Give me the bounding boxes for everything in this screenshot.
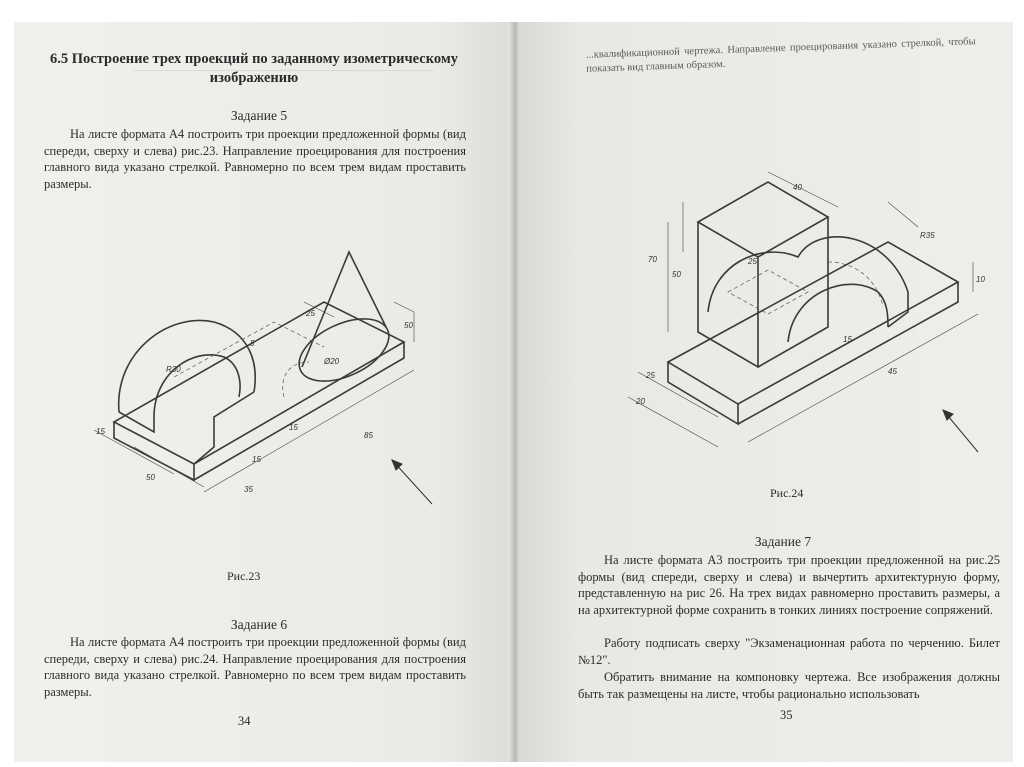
- task6-text-content: На листе формата А4 построить три проекции предложенной формы (вид спереди, сверху и слева) рис.24. Направление проецирования для построения главного вида указано стрелкой. Равномерно по всем трем видам проставить размеры.: [44, 635, 466, 699]
- task7-paragraph2: [578, 635, 1000, 668]
- fig23-dim-25: 25: [306, 309, 315, 318]
- fig24-geometry: [668, 182, 958, 424]
- fig23-view-arrow: [392, 460, 432, 504]
- figure-24-caption: Рис.24: [770, 486, 804, 500]
- fig23-dim-15b: 15: [96, 427, 105, 436]
- task7-paragraph1: [578, 552, 1000, 618]
- fig24-dim-25a: 25: [748, 257, 757, 266]
- fig24-base-top: [668, 242, 958, 404]
- right-page-number: 35: [780, 708, 793, 722]
- fig24-block-side: [758, 217, 828, 367]
- task5-title: Задание 5: [230, 108, 288, 123]
- fig24-dim-70: 70: [648, 255, 657, 264]
- task6-text: [44, 634, 466, 700]
- fig24-dim-15: 15: [843, 335, 852, 344]
- fig23-arch-base: [119, 412, 154, 432]
- figure-23-drawing: [74, 242, 434, 512]
- fig23-dim-85: 85: [364, 431, 373, 440]
- fig24-dim-45: 45: [888, 367, 897, 376]
- fig23-dim-50b: 50: [146, 473, 155, 482]
- left-page-number: 34: [238, 714, 251, 728]
- left-page: [14, 22, 511, 762]
- task5-text-content: На листе формата А4 построить три проекции предложенной формы (вид спереди, сверху и слева) рис.23. Направление проецирования для построения главного вида указано стрелкой. Равномерно по всем трем видам проставить размеры.: [44, 127, 466, 191]
- task7-paragraph1-content: На листе формата А3 построить три проекции предложенной на рис.25 формы (вид спереди, сверху и слева) и вычертить архитектурную форму, представленную на рис 26. На трех видах равномерно проставить размеры, а на архитектурной форме сохранить в тонких линиях построение сопряжений.: [578, 553, 1000, 617]
- task7-paragraph3: [578, 669, 1000, 702]
- fig23-dim-35: 35: [244, 485, 253, 494]
- fig23-arch-leg: [194, 392, 254, 464]
- figure-23-caption: Рис.23: [227, 569, 261, 583]
- right-page: [518, 22, 1013, 762]
- fig24-arch-leg: [888, 292, 908, 327]
- task6-title: Задание 6: [230, 617, 288, 632]
- fig23-hidden-lines: [174, 322, 324, 397]
- fig24-dim-40: 40: [793, 183, 802, 192]
- fig23-geometry: [114, 252, 404, 480]
- fig24-base-side: [738, 282, 958, 424]
- fig24-base-front: [668, 362, 738, 424]
- fig23-dim-15a: 15: [289, 423, 298, 432]
- fig24-dim-25b: 25: [646, 371, 655, 380]
- task5-text: [44, 126, 466, 192]
- fig24-dim-20: 20: [636, 397, 645, 406]
- fig24-dimension-lines: [628, 172, 978, 447]
- task7-paragraph3-content: Обратить внимание на компоновку чертежа. Все изображения должны быть так размещены на листе, чтобы рационально использовать: [578, 670, 1000, 701]
- section-heading: 6.5 Построение трех проекций по заданному изометрическому изображению: [50, 51, 458, 86]
- fig24-block-front: [698, 222, 758, 367]
- figure-24-drawing: [588, 142, 988, 472]
- fig24-dim-10: 10: [976, 275, 985, 284]
- fig24-view-arrow: [943, 410, 978, 452]
- fig23-dim-d20: Ø20: [324, 357, 340, 366]
- task7-title: Задание 7: [754, 534, 812, 549]
- fig24-dim-50: 50: [672, 270, 681, 279]
- task7-paragraph2-content: Работу подписать сверху "Экзаменационная работа по черчению. Билет №12".: [578, 636, 1000, 667]
- fig23-dim-50: 50: [404, 321, 413, 330]
- right-top-text: ...квалификационной чертежа. Направление проецирования указано стрелкой, чтобы показать вид главным образом.: [585, 36, 976, 75]
- fig23-dim-15c: 15: [252, 455, 261, 464]
- fig24-hidden-lines: [728, 262, 883, 314]
- fig24-arch-inner: [788, 284, 888, 342]
- fig24-dim-r35: R35: [920, 231, 935, 240]
- fig23-dim-r30: R30: [166, 365, 181, 374]
- fig23-dim-8: 8: [250, 339, 255, 348]
